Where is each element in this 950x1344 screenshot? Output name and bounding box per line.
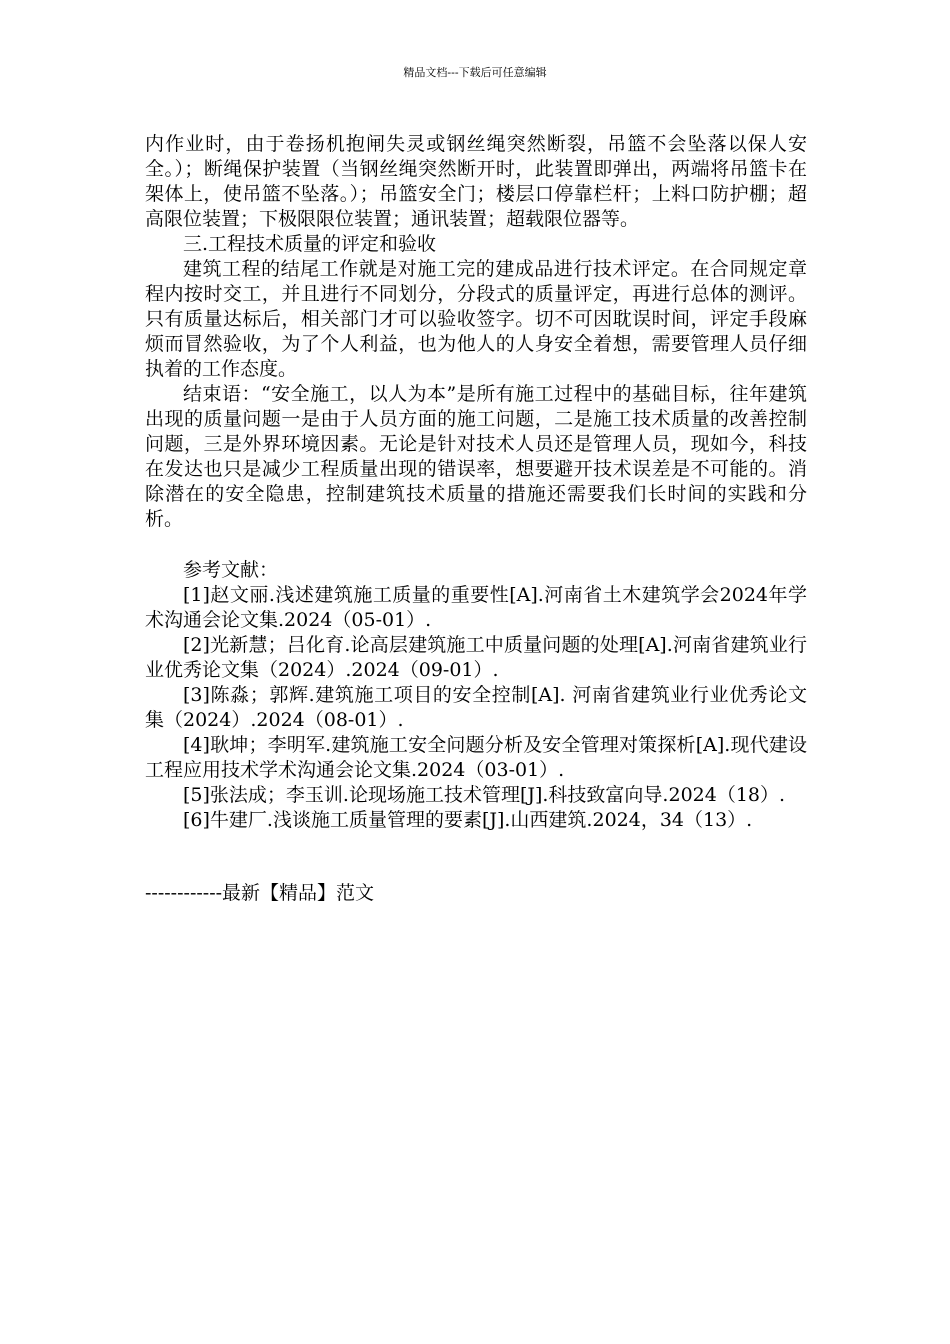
reference-item: [4]耿坤；李明军.建筑施工安全问题分析及安全管理对策探析[A].现代建设工程应用技术学术沟通会论文集.2024（03-01）.: [145, 734, 807, 781]
reference-item: [1]赵文丽.浅述建筑施工质量的重要性[A].河南省土木建筑学会2024年学术沟通会论文集.2024（05-01）.: [145, 584, 807, 631]
reference-item: [2]光新慧；吕化育.论高层建筑施工中质量问题的处理[A].河南省建筑业行业优秀论文集（2024）.2024（09-01）.: [145, 634, 807, 681]
page-footer: ------------最新【精品】范文: [145, 882, 375, 904]
reference-item: [6]牛建厂.浅谈施工质量管理的要素[J].山西建筑.2024，34（13）.: [183, 809, 753, 831]
paragraph-conclusion: 结束语：“安全施工，以人为本”是所有施工过程中的基础目标，往年建筑出现的质量问题一是由于人员方面的施工问题，二是施工技术质量的改善控制问题，三是外界环境因素。无论是针对技术人员还是管理人员，现如今，科技在发达也只是减少工程质量出现的错误率，想要避开技术误差是不可能的。消除潜在的安全隐患，控制建筑技术质量的措施还需要我们长时间的实践和分析。: [145, 383, 807, 530]
paragraph-continued: 内作业时，由于卷扬机抱闸失灵或钢丝绳突然断裂，吊篮不会坠落以保人安全。）；断绳保护装置（当钢丝绳突然断开时，此装置即弹出，两端将吊篮卡在架体上，使吊篮不坠落。）；吊篮安全门；楼层口停靠栏杆；上料口防护棚；超高限位装置；下极限限位装置；通讯装置；超载限位器等。: [145, 133, 807, 230]
paragraph-acceptance: 建筑工程的结尾工作就是对施工完的建成品进行技术评定。在合同规定章程内按时交工，并且进行不同划分，分段式的质量评定，再进行总体的测评。只有质量达标后，相关部门才可以验收签字。切不可因耽误时间，评定手段麻烦而冒然验收，为了个人利益，也为他人的人身安全着想，需要管理人员仔细执着的工作态度。: [145, 258, 807, 380]
reference-item: [5]张法成；李玉训.论现场施工技术管理[J].科技致富向导.2024（18）.: [183, 784, 786, 806]
reference-item: [3]陈淼；郭辉.建筑施工项目的安全控制[A]. 河南省建筑业行业优秀论文集（2024）.2024（08-01）.: [145, 684, 807, 731]
section-heading: 三.工程技术质量的评定和验收: [183, 233, 437, 255]
references-title: 参考文献：: [183, 559, 279, 581]
spacer: [145, 532, 807, 558]
document-body: [145, 132, 807, 906]
page-header: 精品文档---下载后可任意编辑: [403, 66, 547, 79]
